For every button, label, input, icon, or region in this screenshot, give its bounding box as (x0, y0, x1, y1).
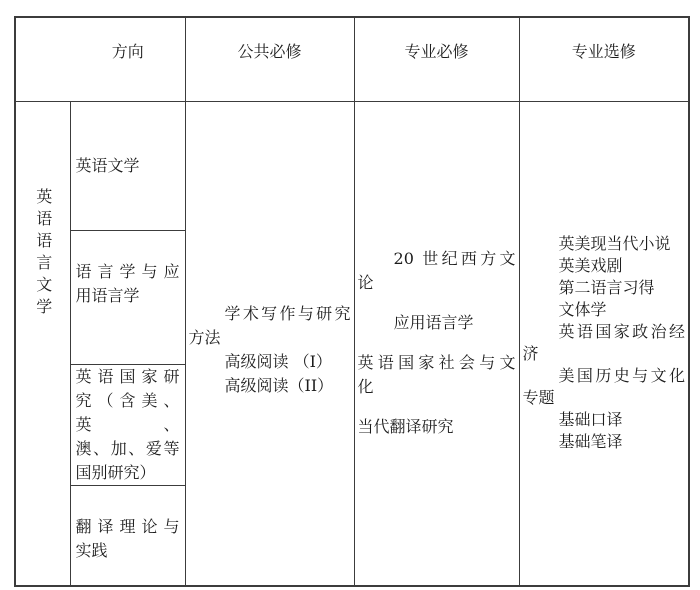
header-public-required: 公共必修 (185, 17, 354, 101)
direction-line: 语言学与应 (75, 262, 180, 281)
direction-line: 翻译理论与 (75, 517, 180, 537)
direction-line: 究（含美、英、 (75, 390, 180, 434)
course-line: 论 (357, 273, 374, 293)
course-line: 文体学 (558, 300, 607, 320)
direction-cell-linguistics (70, 230, 185, 364)
direction-line: 英语国家研 (75, 366, 180, 386)
course-line: 基础口译 (558, 410, 623, 430)
major-elective-courses-cell (519, 101, 689, 586)
course-line: 英美现当代小说 (558, 234, 671, 254)
course-line: 学术写作与研究 (224, 304, 351, 324)
course-line: 当代翻译研究 (357, 417, 454, 437)
table-row (15, 101, 689, 230)
course-line: 化 (357, 377, 374, 397)
header-direction: 方向 (15, 17, 185, 101)
public-required-courses-cell (185, 101, 354, 586)
direction-line: 国别研究） (75, 462, 156, 482)
direction-line: 用语言学 (75, 286, 140, 305)
course-line: 第二语言习得 (558, 278, 655, 298)
course-line: 英语国家政治经 (558, 322, 686, 342)
direction-cell-translation (70, 485, 185, 586)
course-line: 20 世纪西方文 (393, 249, 516, 269)
course-line: 高级阅读（II） (224, 376, 334, 396)
curriculum-table (14, 16, 690, 587)
direction-cell-english-literature (70, 101, 185, 230)
course-line: 应用语言学 (393, 313, 474, 333)
course-line: 英美戏剧 (558, 256, 623, 276)
header-major-elective: 专业选修 (519, 17, 689, 101)
direction-line: 英语文学 (75, 155, 140, 175)
major-required-courses-cell (354, 101, 519, 586)
course-line: 基础笔译 (558, 432, 623, 452)
header-row (15, 17, 689, 101)
direction-line: 实践 (75, 541, 108, 561)
course-line: 方法 (188, 328, 221, 348)
program-name-vertical-text: 英语语言文学 (33, 187, 53, 320)
course-line: 英语国家社会与文 (357, 353, 516, 373)
direction-line: 澳、加、爱等 (75, 438, 180, 458)
course-line: 专题 (522, 388, 555, 408)
header-major-required: 专业必修 (354, 17, 519, 101)
course-line: 高级阅读 （I） (224, 352, 332, 372)
course-line: 济 (522, 344, 539, 364)
direction-cell-country-studies (70, 364, 185, 485)
program-name-cell (15, 101, 70, 586)
course-line: 美国历史与文化 (558, 366, 686, 386)
